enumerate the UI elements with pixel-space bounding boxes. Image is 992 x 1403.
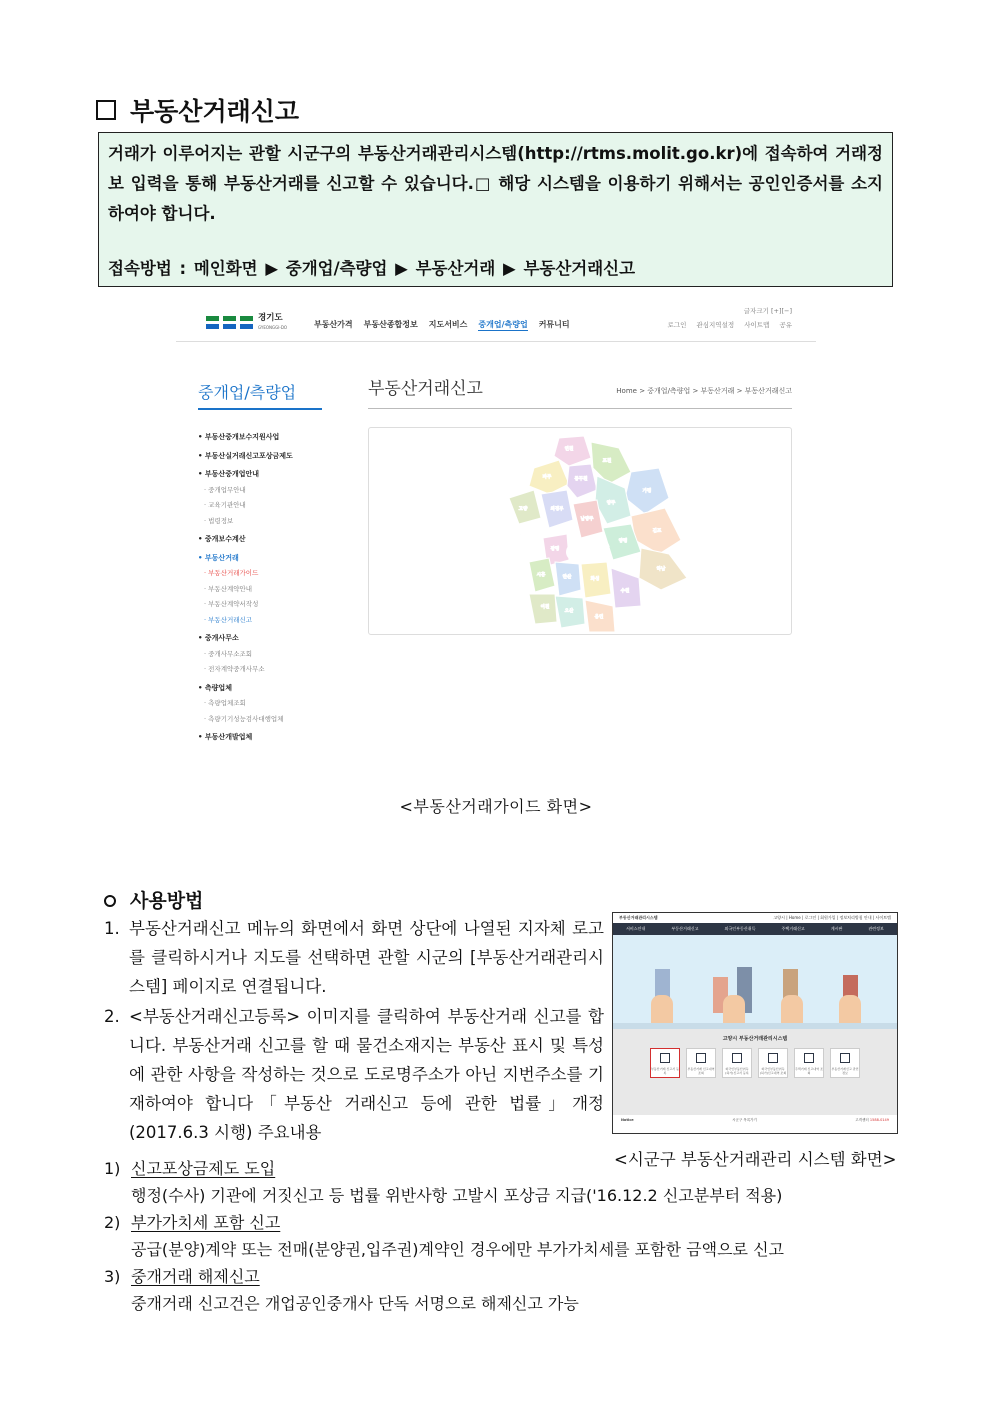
report-register-button[interactable]: 부동산거래 신고서 등록: [650, 1048, 680, 1078]
sidebar-menu-item[interactable]: • 중개보수계산: [198, 535, 246, 543]
map-region-label: 남양주: [580, 517, 594, 522]
rtms-nav-item[interactable]: 게시판: [830, 926, 843, 931]
caption-rtms-screen: <시군구 부동산거래관리 시스템 화면>: [614, 1150, 897, 1169]
sidebar-menu-item[interactable]: · 부동산계약안내: [204, 584, 253, 593]
map-region-label: 여주: [514, 535, 524, 540]
usage-step: 1. 부동산거래신고 메뉴의 화면에서 화면 상단에 나열된 지자체 로고를 클릭하시거나 지도를 선택하면 관할 시군의 [부동산거래관리시스템] 페이지로 연결됩니다.: [104, 919, 604, 997]
rtms-service-icons: [613, 1048, 897, 1078]
usage-step: 2. <부동산거래신고등록> 이미지를 클릭하여 부동산거래 신고를 합니다. 부동산거래 신고를 할 때 물건소재지는 부동산 표시 및 특성에 관한 사항을 작성하는 것으로 도로명주소가 아닌 지번주소를 기재하여야 합니다「부동산 거래신고 등에 관한 법률」개정(2017.6.3 시행) 주요내용: [104, 1006, 604, 1143]
sidebar-menu-item[interactable]: • 부동산실거래신고포상금제도: [198, 451, 293, 460]
rtms-footer-panels: [613, 1115, 897, 1134]
map-region-label: 가평: [642, 489, 652, 494]
house-icon: [768, 1053, 778, 1063]
housing-search-button[interactable]: 주택거래 신고내역 조회: [794, 1048, 824, 1078]
sidebar-menu-item[interactable]: • 부동산개발업체: [198, 733, 253, 741]
sidebar-menu-item[interactable]: · 교육기관안내: [204, 501, 246, 509]
rtms-header-title: 부동산거래관리시스템: [619, 915, 658, 920]
gyeonggi-logo[interactable]: [206, 314, 287, 332]
rtms-nav-item[interactable]: 부동산거래신고: [671, 926, 699, 931]
usage-steps: [104, 914, 604, 1148]
foreign-search-button[interactable]: 외국인부동산취득 (허가)신고내역 조회: [758, 1048, 788, 1078]
sidebar-menu-item[interactable]: · 측량기기성능검사대행업체: [204, 714, 284, 723]
rtms-hero-illustration: [613, 935, 897, 1029]
rtms-nav-item[interactable]: 주택거래신고: [781, 926, 805, 931]
interest-area-link[interactable]: 관심지역설정: [696, 321, 735, 329]
map-region[interactable]: [611, 568, 641, 608]
rtms-system-title: 고양시 부동산거래관리시스템: [722, 1036, 788, 1042]
rtms-nav-item[interactable]: 외국인부동산취득: [724, 926, 756, 931]
title-divider: [368, 408, 792, 409]
notice-box: [98, 132, 893, 287]
amendment-desc: 중개거래 신고건은 개업공인중개사 단독 서명으로 해제신고 가능: [131, 1294, 579, 1313]
rtms-header-links: 고양시 | Home | 로그인 | 회원가입 | 정보처리방침 안내 | 사이트맵: [773, 915, 891, 920]
map-region-label: 연천: [564, 447, 574, 452]
customer-center: 고객센터 1588-0149: [855, 1118, 889, 1122]
map-region-label: 화성: [590, 577, 600, 582]
sidebar-menu-item[interactable]: · 부동산계약서작성: [204, 600, 259, 608]
amendment-title-row: 3) 중개거래 해제신고: [104, 1267, 260, 1286]
usage-heading: 사용방법: [104, 886, 203, 913]
region-select-label[interactable]: 시군구 목록가기: [732, 1118, 757, 1122]
map-region-label: 광명: [550, 547, 560, 552]
bullet-circle-icon: [104, 895, 116, 907]
report-search-button[interactable]: 부동산거래 신고내역 조회: [686, 1048, 716, 1078]
share-link[interactable]: 공유: [779, 321, 792, 329]
sidebar-menu-item[interactable]: • 부동산중개보수지원사업: [198, 433, 280, 441]
rtms-topbar: [613, 913, 897, 923]
map-region-label: 양주: [606, 501, 616, 506]
nav-item[interactable]: 지도서비스: [428, 320, 468, 329]
search-icon: [696, 1053, 706, 1063]
map-region-label: 안산: [562, 575, 572, 580]
sidebar-menu-item[interactable]: · 전자계약중개사무소: [204, 665, 265, 673]
page-title: 부동산거래신고: [368, 379, 483, 399]
gyeonggi-map-panel: [368, 427, 792, 635]
foreign-register-button[interactable]: 외국인부동산취득 (허가)신고서 등록: [722, 1048, 752, 1078]
document-icon: [660, 1053, 670, 1063]
rtms-system-panel: [613, 1029, 897, 1115]
gyeonggi-map[interactable]: [369, 428, 793, 636]
notice-body: 거래가 이루어지는 관할 시군구의 부동산거래관리시스템(http://rtms.molit.go.kr)에 접속하여 거래정보 입력을 통해 부동산거래를 신고할 수 있습니다.□ 해당 시스템을 이용하기 위해서는 공인인증서를 소지하여야 합니다.: [108, 144, 883, 223]
map-region-label: 고양: [518, 507, 528, 512]
notice-label[interactable]: Notice: [621, 1118, 634, 1122]
map-region-label: 김포: [652, 529, 662, 534]
sidebar-menu-item[interactable]: • 부동산중개업안내: [198, 470, 260, 478]
gyeonggi-logo-icon: [206, 316, 254, 330]
nav-item[interactable]: 커뮤니티: [538, 320, 570, 329]
nav-item[interactable]: 부동산종합정보: [363, 320, 418, 329]
rtms-nav-item[interactable]: 관련정보: [868, 926, 884, 931]
related-info-button[interactable]: 부동산거래신고 관련정보: [830, 1048, 860, 1078]
map-region-label: 안성: [630, 557, 640, 562]
sidebar-menu-item[interactable]: • 중개사무소: [198, 634, 239, 642]
sidebar-title-underline: [198, 408, 322, 410]
amendment-desc: 공급(분양)계약 또는 전매(분양권,입주권)계약인 경우에만 부가가치세를 포함한 금액으로 신고: [131, 1240, 784, 1259]
map-region-label: 동두천: [574, 477, 588, 482]
sidebar-menu-item[interactable]: • 측량업체: [198, 683, 232, 692]
amendment-title-row: 1) 신고포상금제도 도입: [104, 1159, 276, 1178]
sidebar-menu-item[interactable]: · 법령정보: [204, 516, 234, 525]
sidebar-menu-item[interactable]: · 부동산거래가이드: [204, 569, 259, 577]
utility-links: [660, 306, 792, 329]
sidebar-menu-item[interactable]: · 중개업무안내: [204, 485, 246, 494]
rtms-screenshot: [612, 912, 898, 1134]
phone-number: 1588-0149: [869, 1118, 889, 1122]
map-region-label: 포천: [602, 459, 612, 464]
rtms-nav-item[interactable]: 서비스안내: [626, 926, 646, 931]
login-link[interactable]: 로그인: [667, 321, 687, 329]
sitemap-link[interactable]: 사이트맵: [744, 321, 770, 329]
building-icon: [732, 1053, 742, 1063]
map-region-label: 용인: [594, 615, 604, 620]
sidebar-menu: [198, 427, 338, 746]
map-region-label: 파주: [542, 475, 552, 480]
amendment-desc: 행정(수사) 기관에 거짓신고 등 법률 위반사항 고발시 포상금 지급('16.12.2 신고분부터 적용): [131, 1186, 783, 1205]
section-title-text: 부동산거래신고: [130, 97, 300, 126]
guide-screenshot: [176, 300, 816, 765]
map-region-label: 시흥: [536, 573, 546, 578]
amendment-list: [104, 1155, 864, 1317]
portal-header: [176, 300, 816, 342]
breadcrumb: Home > 중개업/측량업 > 부동산거래 > 부동산거래신고: [616, 387, 792, 395]
seoul-hole: [566, 543, 584, 561]
access-path: 접속방법 : 메인화면 ▶ 중개업/측량업 ▶ 부동산거래 ▶ 부동산거래신고: [108, 259, 636, 278]
map-region-label: 수원: [620, 589, 630, 594]
sidebar-menu-item[interactable]: · 부동산거래신고: [204, 615, 253, 624]
nav-item[interactable]: 부동산가격: [314, 320, 353, 329]
map-region-label: 오산: [564, 609, 574, 614]
font-size-control[interactable]: 글자크기 [+][−]: [743, 307, 792, 315]
checkbox-square-icon: [96, 100, 116, 120]
sidebar-menu-item[interactable]: · 측량업체조회: [204, 699, 246, 707]
map-region-label: 의정부: [550, 507, 564, 512]
map-region-label: 이천: [540, 605, 550, 610]
nav-item-active[interactable]: 중개업/측량업: [478, 320, 528, 329]
monitor-icon: [840, 1053, 850, 1063]
section-title: [96, 92, 299, 128]
map-region-label: 하남: [656, 567, 666, 572]
sidebar-menu-item[interactable]: • 부동산거래: [198, 553, 239, 562]
map-region-label: 광주: [600, 545, 610, 550]
amendment-title-row: 2) 부가가치세 포함 신고: [104, 1213, 281, 1232]
logo-text: 경기도 GYEONGGI-DO: [258, 313, 288, 330]
sidebar-menu-item[interactable]: · 중개사무소조회: [204, 649, 253, 658]
edit-icon: [804, 1053, 814, 1063]
portal-nav: [314, 319, 570, 331]
map-region-label: 양평: [618, 539, 628, 544]
sidebar-title: 중개업/측량업: [198, 383, 297, 402]
rtms-nav: [613, 923, 897, 935]
caption-guide-screen: <부동산거래가이드 화면>: [399, 797, 593, 816]
